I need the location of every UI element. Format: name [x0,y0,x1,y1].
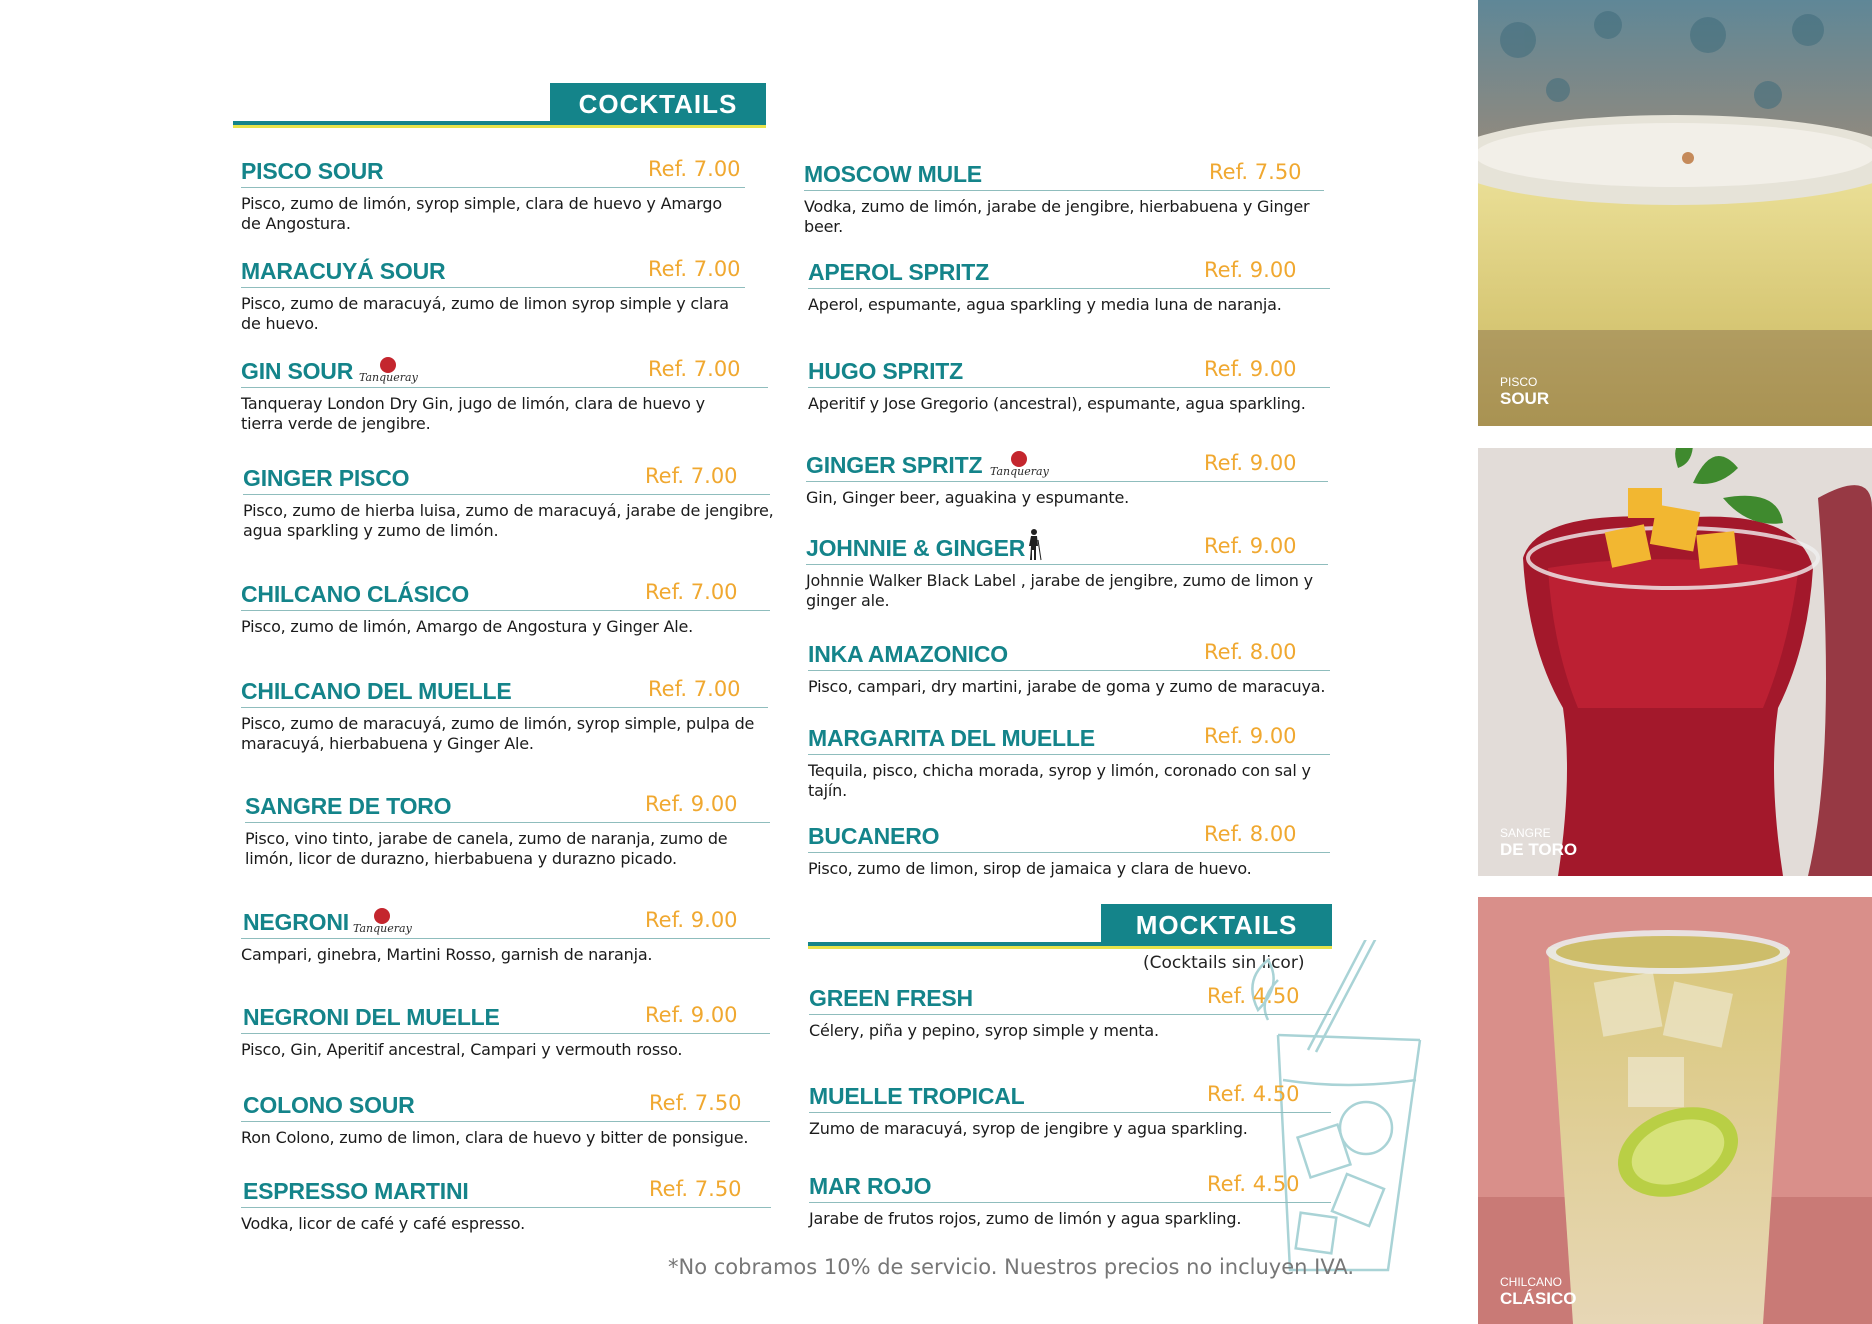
item-name: GINGER SPRITZ [806,452,983,478]
menu-item [808,638,1330,697]
item-description: Pisco, Gin, Aperitif ancestral, Campari y vermouth rosso. [241,1040,683,1059]
item-price: Ref. 4.50 [1207,984,1300,1008]
tanqueray-logo: Tanqueray [359,357,418,384]
item-description: Campari, ginebra, Martini Rosso, garnish de naranja. [241,945,653,964]
menu-item [241,1175,771,1234]
header-rule-accent [233,125,766,128]
item-name: CHILCANO CLÁSICO [241,581,470,607]
pisco-sour-image [1478,0,1872,426]
menu-item [809,1170,1331,1229]
menu-item [806,532,1328,611]
item-description: Tequila, pisco, chicha morada, syrop y limón, coronado con sal y tajín. [808,761,1311,800]
menu-item [241,255,745,334]
item-name: MUELLE TROPICAL [809,1083,1025,1109]
item-description: Gin, Ginger beer, aguakina y espumante. [806,488,1130,507]
menu-item [243,462,774,541]
chilcano-clasico-image [1478,897,1872,1324]
item-description: Aperol, espumante, agua sparkling y media luna de naranja. [808,295,1282,314]
photo-caption-bottom: SOUR [1500,389,1550,408]
johnnie-walker-logo [1024,528,1042,562]
item-price: Ref. 8.00 [1204,822,1297,846]
item-price: Ref. 9.00 [1204,451,1297,475]
item-description: Pisco, zumo de limon, sirop de jamaica y clara de huevo. [808,859,1252,878]
item-name: MARGARITA DEL MUELLE [808,725,1095,751]
photo-pisco-sour [1478,0,1872,426]
item-price: Ref. 7.00 [648,357,741,381]
item-name: CHILCANO DEL MUELLE [241,678,512,704]
item-price: Ref. 9.00 [1204,258,1297,282]
item-description: Vodka, zumo de limón, jarabe de jengibre, hierbabuena y Ginger beer. [804,197,1310,236]
menu-item [804,158,1324,237]
menu-item [241,906,770,965]
photo-caption-top: PISCO [1500,375,1538,389]
item-name: GINGER PISCO [243,465,410,491]
item-price: Ref. 7.00 [648,157,741,181]
sangre-de-toro-image [1478,448,1872,876]
item-description: Pisco, zumo de limón, Amargo de Angostura y Ginger Ale. [241,617,694,636]
item-price: Ref. 7.00 [645,580,738,604]
photo-caption-bottom: CLÁSICO [1500,1289,1577,1308]
item-name: COLONO SOUR [243,1092,415,1118]
item-name: SANGRE DE TORO [245,793,452,819]
item-description: Zumo de maracuyá, syrop de jengibre y agua sparkling. [809,1119,1248,1138]
item-description: Ron Colono, zumo de limon, clara de huevo y bitter de ponsigue. [241,1128,749,1147]
item-price: Ref. 7.50 [649,1177,742,1201]
item-description: Jarabe de frutos rojos, zumo de limón y agua sparkling. [809,1209,1242,1228]
photo-sangre-de-toro [1478,448,1872,876]
item-description: Célery, piña y pepino, syrop simple y menta. [809,1021,1159,1040]
photo-caption-top: CHILCANO [1500,1275,1563,1289]
photo-caption-top: SANGRE [1500,826,1551,840]
menu-item [808,256,1330,315]
mocktails-subtitle: (Cocktails sin licor) [1143,953,1305,973]
item-description: Vodka, licor de café y café espresso. [241,1214,525,1233]
menu-item [806,449,1328,508]
item-description: Pisco, vino tinto, jarabe de canela, zumo de naranja, zumo de limón, licor de durazno, hierbabuena y durazno picado. [245,829,728,868]
menu-item [241,155,745,234]
item-price: Ref. 8.00 [1204,640,1297,664]
item-name: NEGRONI [243,909,349,935]
menu-item [241,1001,770,1060]
item-price: Ref. 4.50 [1207,1172,1300,1196]
item-name: GIN SOUR [241,358,354,384]
item-price: Ref. 9.00 [645,908,738,932]
menu-item [809,982,1331,1041]
photo-chilcano-clasico [1478,897,1872,1324]
item-description: Aperitif y Jose Gregorio (ancestral), espumante, agua sparkling. [808,394,1306,413]
item-name: INKA AMAZONICO [808,641,1008,667]
item-description: Pisco, zumo de hierba luisa, zumo de maracuyá, jarabe de jengibre, agua sparkling y zumo de limón. [243,501,774,540]
item-price: Ref. 9.00 [645,1003,738,1027]
photo-caption-bottom: DE TORO [1500,840,1578,859]
mocktails-title: MOCKTAILS [1101,904,1332,946]
item-price: Ref. 7.00 [648,257,741,281]
item-name: HUGO SPRITZ [808,358,963,384]
menu-item [241,355,768,434]
item-name: BUCANERO [808,823,940,849]
tanqueray-logo: Tanqueray [990,451,1049,478]
item-name: PISCO SOUR [241,158,384,184]
item-name: ESPRESSO MARTINI [243,1178,469,1204]
item-description: Pisco, zumo de maracuyá, zumo de limon syrop simple y clara de huevo. [241,294,729,333]
item-description: Tanqueray London Dry Gin, jugo de limón, clara de huevo y tierra verde de jengibre. [241,394,705,433]
menu-item [808,355,1330,414]
item-name: MAR ROJO [809,1173,932,1199]
item-price: Ref. 7.50 [1209,160,1302,184]
item-name: MARACUYÁ SOUR [241,258,446,284]
item-price: Ref. 7.50 [649,1091,742,1115]
item-name: JOHNNIE & GINGER [806,535,1026,561]
item-name: MOSCOW MULE [804,161,982,187]
item-description: Johnnie Walker Black Label , jarabe de jengibre, zumo de limon y ginger ale. [806,571,1313,610]
item-name: NEGRONI DEL MUELLE [243,1004,500,1030]
cocktails-header-bar [233,83,766,128]
menu-item [808,820,1330,879]
item-description: Pisco, zumo de maracuyá, zumo de limón, syrop simple, pulpa de maracuyá, hierbabuena y Ginger Ale. [241,714,755,753]
item-price: Ref. 9.00 [645,792,738,816]
item-price: Ref. 9.00 [1204,724,1297,748]
item-price: Ref. 4.50 [1207,1082,1300,1106]
menu-item [241,675,768,754]
item-price: Ref. 9.00 [1204,534,1297,558]
menu-item [808,722,1330,801]
item-description: Pisco, campari, dry martini, jarabe de goma y zumo de maracuya. [808,677,1326,696]
footer-note: *No cobramos 10% de servicio. Nuestros precios no incluyen IVA. [668,1255,1355,1279]
item-price: Ref. 7.00 [648,677,741,701]
item-price: Ref. 9.00 [1204,357,1297,381]
menu-item [241,1089,770,1148]
menu-item [809,1080,1331,1139]
menu-item [245,790,770,869]
item-name: GREEN FRESH [809,985,973,1011]
item-price: Ref. 7.00 [645,464,738,488]
menu-item [241,578,770,637]
item-name: APEROL SPRITZ [808,259,989,285]
cocktails-title: COCKTAILS [550,83,766,125]
item-description: Pisco, zumo de limón, syrop simple, clara de huevo y Amargo de Angostura. [241,194,722,233]
tanqueray-logo: Tanqueray [353,908,412,935]
